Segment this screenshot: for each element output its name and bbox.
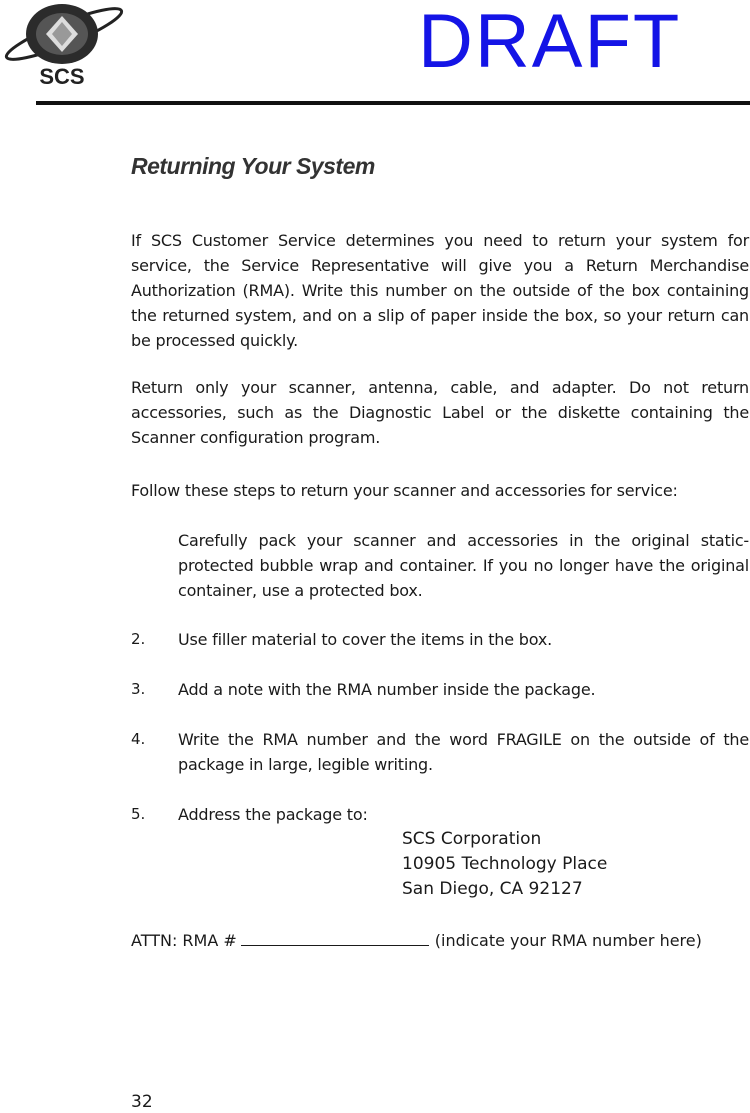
step-4-number: 4.: [131, 730, 146, 748]
header-rule: [36, 101, 750, 105]
draft-watermark: DRAFT: [418, 0, 682, 84]
page-number: 32: [131, 1092, 153, 1112]
rma-blank-field: [241, 929, 429, 946]
attn-label: ATTN: RMA #: [131, 931, 237, 950]
attn-line: [131, 928, 702, 953]
address-line-3: San Diego, CA 92127: [402, 879, 583, 899]
step-4-text: Write the RMA number and the word FRAGILE on the outside of the package in large, legible writing.: [178, 730, 749, 774]
address-line-2: 10905 Technology Place: [402, 854, 608, 874]
attn-note: (indicate your RMA number here): [434, 931, 702, 950]
paragraph-return-items: Return only your scanner, antenna, cable, and adapter. Do not return accessories, such as the Diagnostic Label or the diskette containing the Scanner configuration program.: [131, 378, 749, 447]
scs-logo: [0, 0, 130, 92]
step-5-number: 5.: [131, 805, 146, 823]
step-2-number: 2.: [131, 630, 146, 648]
paragraph-steps-intro: Follow these steps to return your scanner and accessories for service:: [131, 481, 678, 500]
step-2-text: Use filler material to cover the items in the box.: [178, 630, 552, 649]
address-line-1: SCS Corporation: [402, 829, 542, 849]
step-3-text: Add a note with the RMA number inside the package.: [178, 680, 596, 699]
paragraph-intro: If SCS Customer Service determines you need to return your system for service, the Service Representative will give you a Return Merchandise Authorization (RMA). Write this number on the outside of the box containing the returned system, and on a slip of paper inside the box, so your return can be processed quickly.: [131, 231, 749, 350]
step-1-text: Carefully pack your scanner and accessories in the original static-protected bubble wrap and container. If you no longer have the original container, use a protected box.: [178, 531, 749, 600]
section-title: Returning Your System: [131, 153, 375, 179]
step-3-number: 3.: [131, 680, 146, 698]
step-5-text: Address the package to:: [178, 805, 368, 824]
svg-text:SCS: SCS: [39, 64, 85, 89]
